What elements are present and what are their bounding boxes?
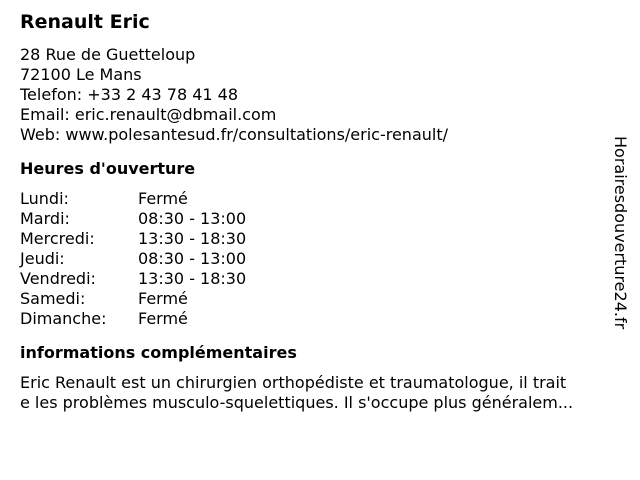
hours-row-friday xyxy=(20,269,620,289)
opening-hours-heading: Heures d'ouverture xyxy=(20,159,196,178)
hours-row-tuesday xyxy=(20,209,620,229)
phone-number: Telefon: +33 2 43 78 41 48 xyxy=(20,85,239,104)
website: Web: www.polesantesud.fr/consultations/eric-renault/ xyxy=(20,125,448,144)
hours-row-monday xyxy=(20,189,620,209)
description xyxy=(20,373,625,413)
day-label: Dimanche: xyxy=(20,309,107,328)
street-address: 28 Rue de Guetteloup xyxy=(20,45,196,64)
hours-row-sunday xyxy=(20,309,620,329)
hours-row-saturday xyxy=(20,289,620,309)
hours-row-wednesday xyxy=(20,229,620,249)
email-address: Email: eric.renault@dbmail.com xyxy=(20,105,277,124)
day-hours: 13:30 - 18:30 xyxy=(138,229,247,248)
day-hours: 08:30 - 13:00 xyxy=(138,209,247,228)
opening-hours-table xyxy=(20,189,620,329)
day-hours: Fermé xyxy=(138,189,188,208)
day-label: Samedi: xyxy=(20,289,86,308)
day-label: Mercredi: xyxy=(20,229,95,248)
day-hours: 08:30 - 13:00 xyxy=(138,249,247,268)
hours-row-thursday xyxy=(20,249,620,269)
business-name: Renault Eric xyxy=(20,11,150,33)
day-label: Mardi: xyxy=(20,209,70,228)
description-line-1: Eric Renault est un chirurgien orthopédiste et traumatologue, il trait xyxy=(20,373,567,392)
day-hours: 13:30 - 18:30 xyxy=(138,269,247,288)
day-hours: Fermé xyxy=(138,309,188,328)
description-line-2: e les problèmes musculo-squelettiques. Il s'occupe plus généralem... xyxy=(20,393,574,412)
site-brand-text: Horairesdouverture24.fr xyxy=(611,136,630,330)
city-address: 72100 Le Mans xyxy=(20,65,142,84)
additional-info-heading: informations complémentaires xyxy=(20,343,297,362)
day-label: Lundi: xyxy=(20,189,69,208)
site-brand-vertical xyxy=(602,136,638,366)
day-label: Jeudi: xyxy=(20,249,65,268)
day-label: Vendredi: xyxy=(20,269,96,288)
business-card xyxy=(20,8,620,413)
day-hours: Fermé xyxy=(138,289,188,308)
